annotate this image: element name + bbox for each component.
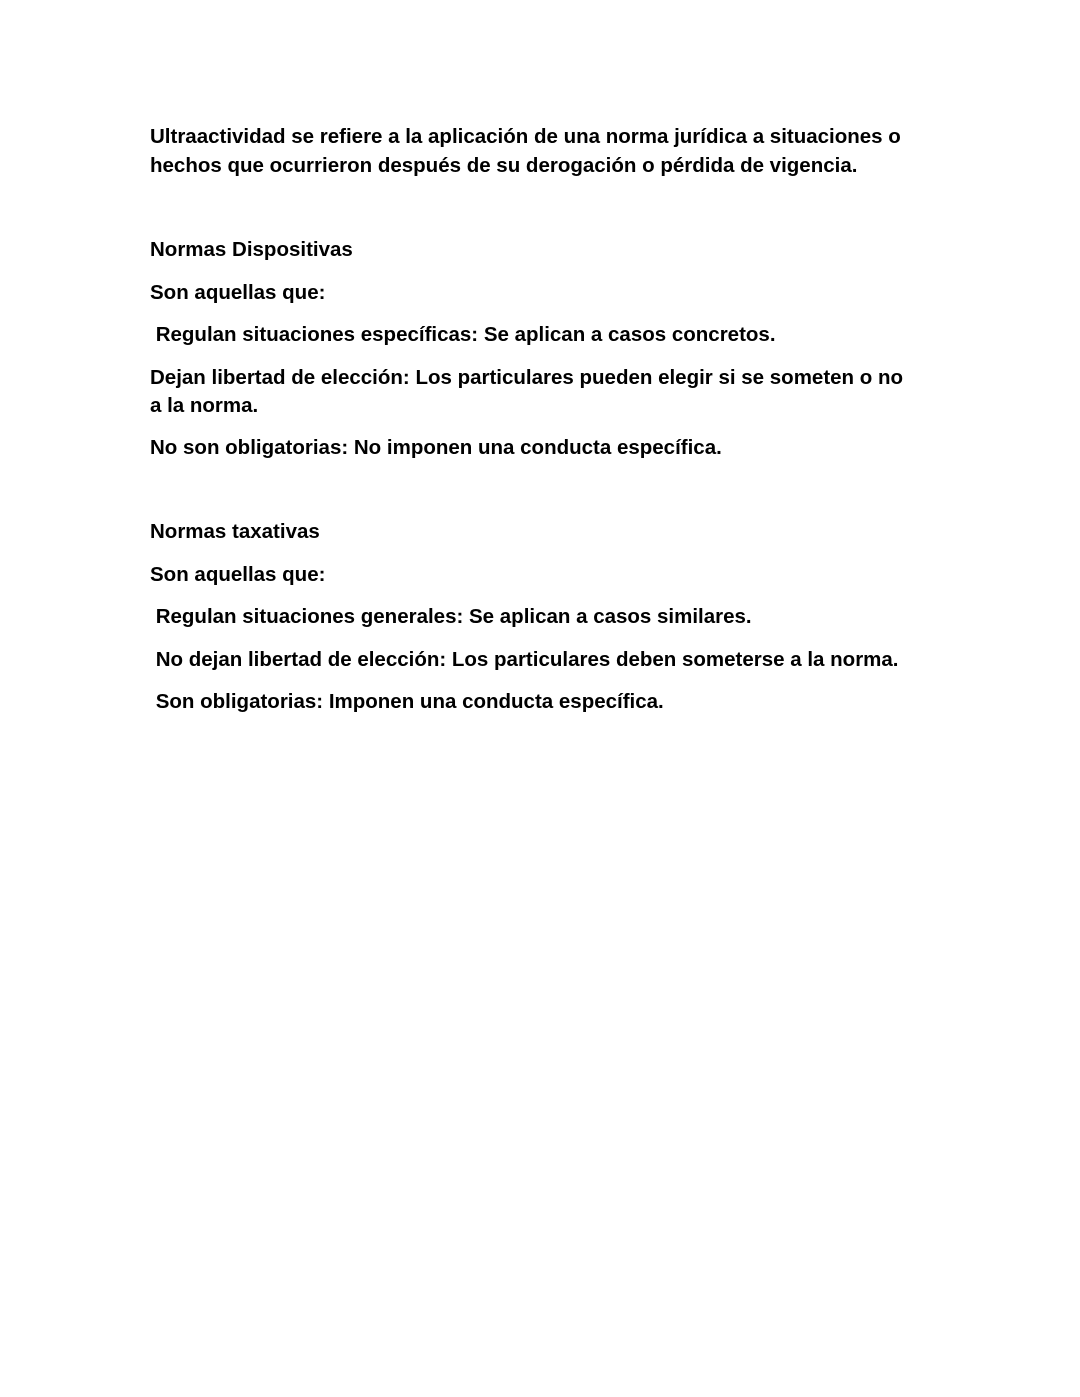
dispositivas-heading: Normas Dispositivas [150,238,353,261]
taxativas-item: Son obligatorias: Imponen una conducta específica. [150,690,664,713]
taxativas-item: Regulan situaciones generales: Se aplican a casos similares. [150,605,752,628]
taxativas-heading: Normas taxativas [150,520,320,543]
taxativas-item: No dejan libertad de elección: Los particulares deben someterse a la norma. [150,648,899,671]
dispositivas-lead: Son aquellas que: [150,281,326,304]
dispositivas-item: Regulan situaciones específicas: Se aplican a casos concretos. [150,323,776,346]
intro-paragraph-line-2: hechos que ocurrieron después de su derogación o pérdida de vigencia. [150,154,858,177]
dispositivas-item-continuation: a la norma. [150,394,259,417]
taxativas-lead: Son aquellas que: [150,563,326,586]
dispositivas-item: Dejan libertad de elección: Los particulares pueden elegir si se someten o no [150,366,904,389]
dispositivas-item: No son obligatorias: No imponen una conducta específica. [150,436,722,459]
intro-paragraph-line-1: Ultraactividad se refiere a la aplicación de una norma jurídica a situaciones o [150,125,901,148]
